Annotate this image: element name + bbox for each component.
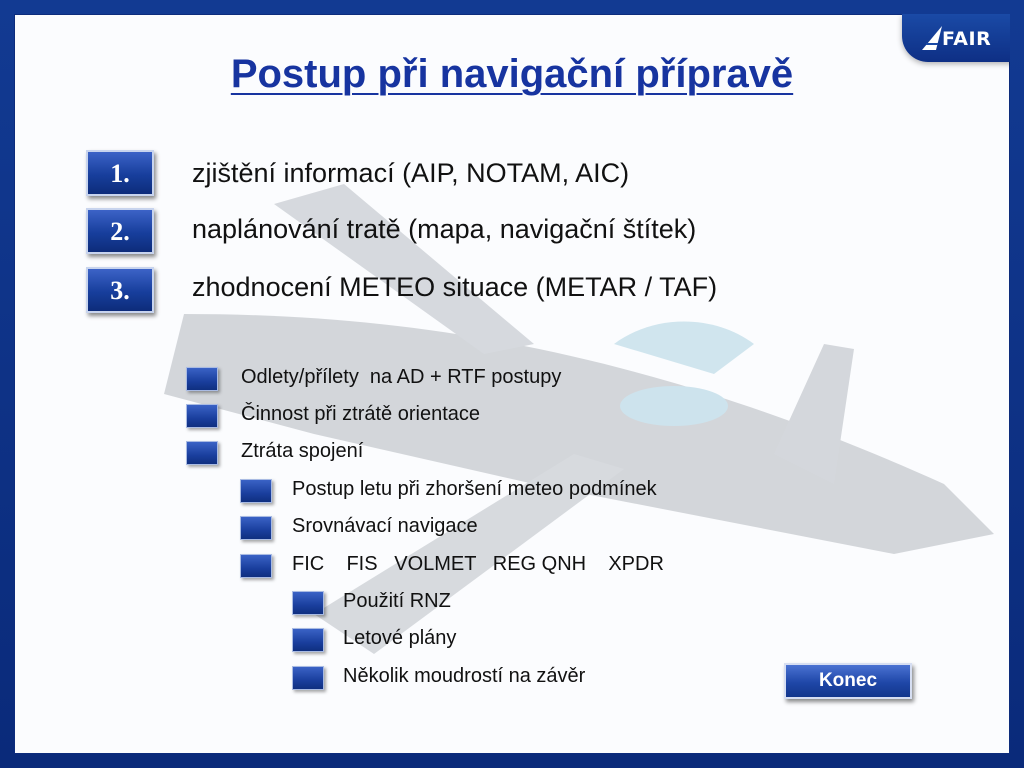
end-button[interactable]: Konec [784,663,912,699]
link-item-4[interactable]: Postup letu při zhoršení meteo podmínek [292,478,657,500]
link-item-8[interactable]: Letové plány [343,627,457,649]
step-number-badge-1[interactable]: 1. [86,150,154,196]
link-item-2[interactable]: Činnost při ztrátě orientace [241,403,481,425]
page-title [0,52,1024,97]
step-text-1: zjištění informací (AIP, NOTAM, AIC) [192,158,630,188]
link-bullet-icon[interactable] [186,404,218,428]
link-item-6[interactable]: FIC FIS VOLMET REG QNH XPDR [292,553,664,575]
wing-logo-icon [920,24,944,52]
link-bullet-icon[interactable] [186,367,218,391]
link-bullet-icon[interactable] [292,666,324,690]
link-bullet-icon[interactable] [292,591,324,615]
page-title-text: Postup při navigační přípravě [230,52,794,96]
link-item-7[interactable]: Použití RNZ [343,590,451,612]
link-item-5[interactable]: Srovnávací navigace [292,515,478,537]
link-item-9[interactable]: Několik moudrostí na závěr [343,665,586,687]
link-item-1[interactable]: Odlety/přílety na AD + RTF postupy [241,366,562,388]
logo-text: FAIR [942,28,992,50]
link-bullet-icon[interactable] [186,441,218,465]
link-bullet-icon[interactable] [240,479,272,503]
link-bullet-icon[interactable] [240,516,272,540]
step-text-3: zhodnocení METEO situace (METAR / TAF) [192,272,718,302]
link-bullet-icon[interactable] [240,554,272,578]
step-number-badge-3[interactable]: 3. [86,267,154,313]
step-text-2: naplánování tratě (mapa, navigační štítek) [192,214,697,244]
step-number-badge-2[interactable]: 2. [86,208,154,254]
link-item-3[interactable]: Ztráta spojení [241,440,364,462]
link-bullet-icon[interactable] [292,628,324,652]
